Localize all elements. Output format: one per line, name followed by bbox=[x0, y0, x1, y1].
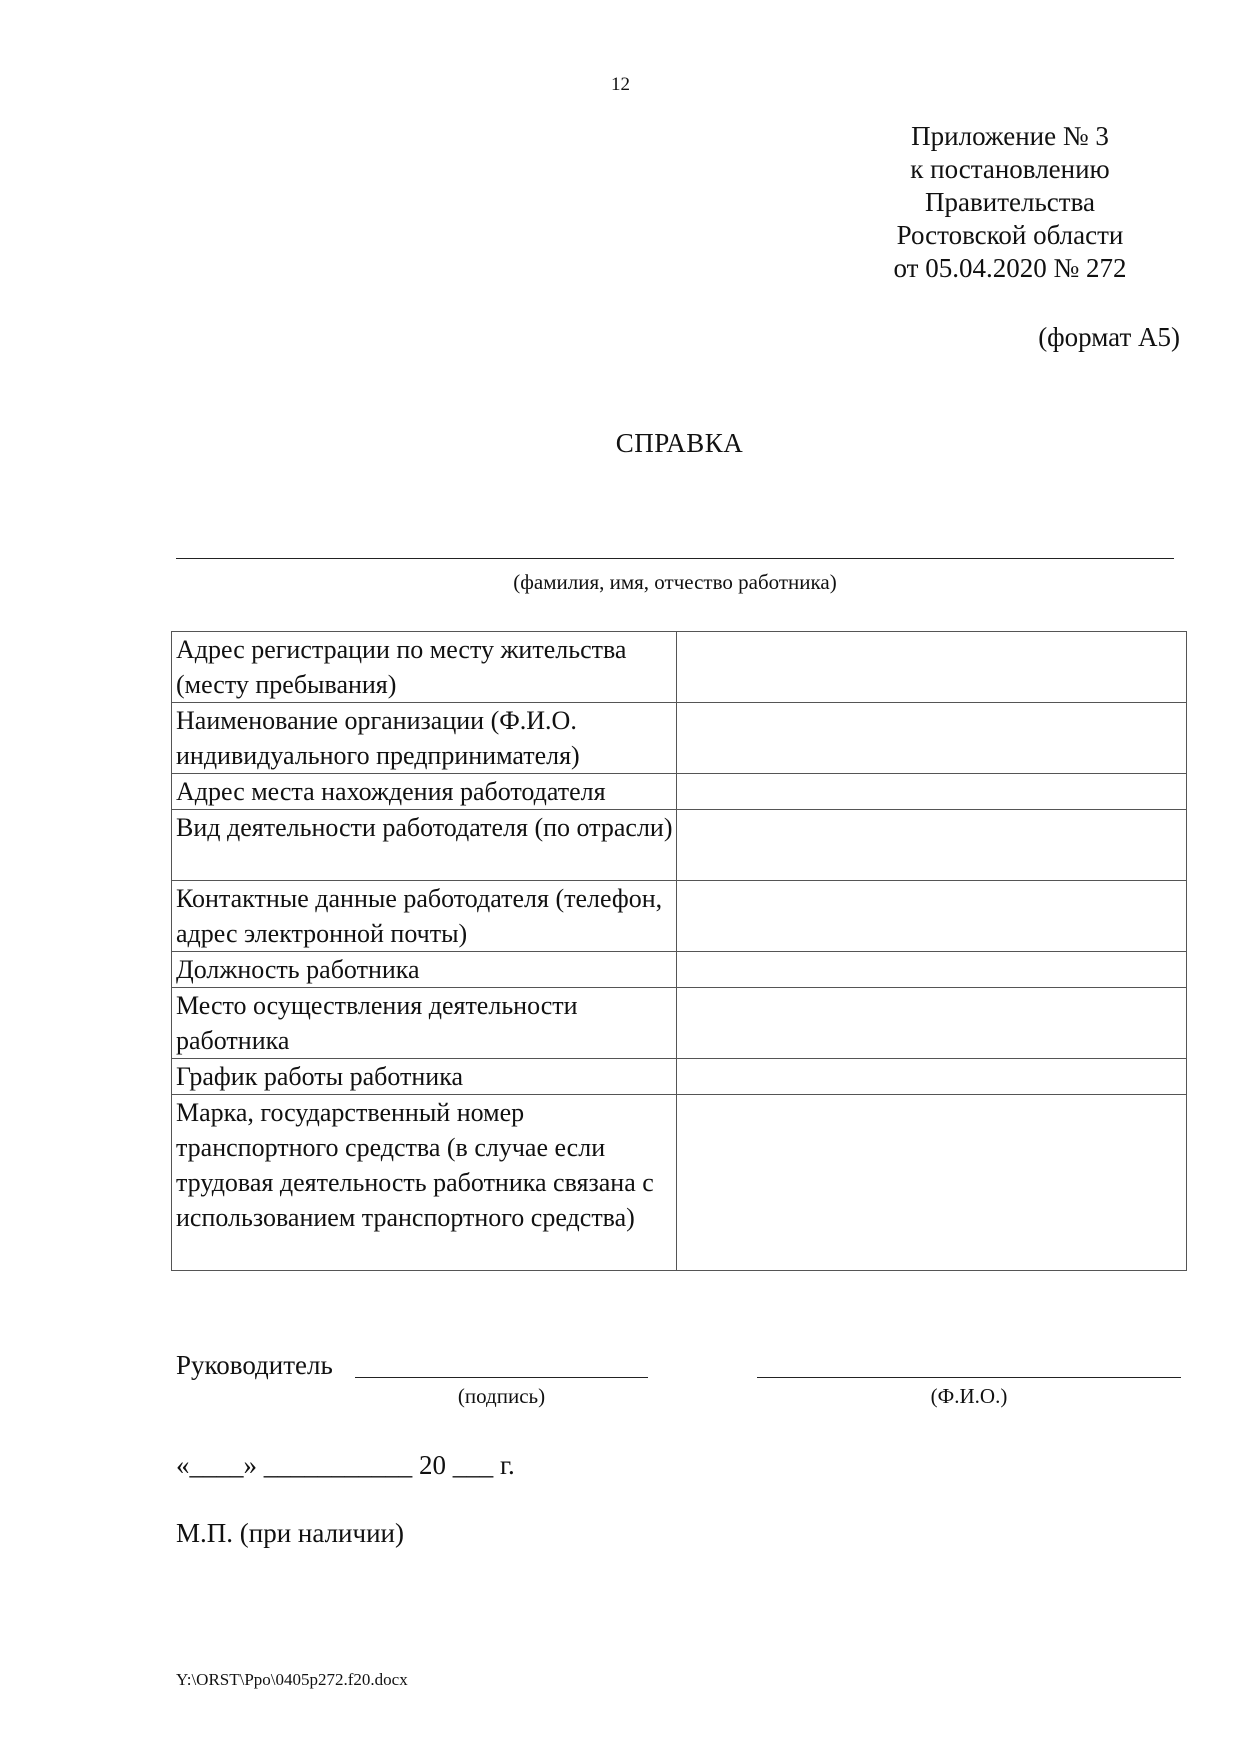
page-number: 12 bbox=[611, 74, 630, 95]
table-row bbox=[172, 1059, 1187, 1095]
appendix-line: к постановлению bbox=[910, 154, 1110, 184]
signature-caption: (подпись) bbox=[457, 1384, 546, 1408]
appendix-line: Приложение № 3 bbox=[911, 121, 1109, 151]
row-label: Адрес места нахождения работодателя bbox=[172, 774, 677, 810]
row-value-cell[interactable] bbox=[677, 1059, 1187, 1095]
appendix-line: от 05.04.2020 № 272 bbox=[893, 253, 1127, 283]
date-line: «____» ___________ 20 ___ г. bbox=[176, 1450, 515, 1480]
appendix-line: Правительства bbox=[925, 187, 1095, 217]
row-value-cell[interactable] bbox=[677, 952, 1187, 988]
fio-caption: (Ф.И.О.) bbox=[930, 1384, 1008, 1408]
table-row bbox=[172, 632, 1187, 703]
row-value-cell[interactable] bbox=[677, 988, 1187, 1059]
row-value-cell[interactable] bbox=[677, 881, 1187, 952]
table-row bbox=[172, 1095, 1187, 1271]
employee-info-table bbox=[171, 631, 1187, 1271]
table-row bbox=[172, 952, 1187, 988]
stamp-note: М.П. (при наличии) bbox=[176, 1518, 404, 1548]
row-label: Место осуществления деятельности работника bbox=[172, 988, 677, 1059]
row-label: Адрес регистрации по месту жительства (месту пребывания) bbox=[172, 632, 677, 703]
employee-name-line[interactable] bbox=[176, 558, 1174, 559]
fio-line[interactable] bbox=[757, 1377, 1181, 1378]
row-label: График работы работника bbox=[172, 1059, 677, 1095]
file-path: Y:\ORST\Ppo\0405p272.f20.docx bbox=[176, 1670, 408, 1689]
row-value-cell[interactable] bbox=[677, 810, 1187, 881]
row-label: Контактные данные работодателя (телефон, адрес электронной почты) bbox=[172, 881, 677, 952]
row-value-cell[interactable] bbox=[677, 1095, 1187, 1271]
signature-line[interactable] bbox=[355, 1377, 648, 1378]
row-label: Наименование организации (Ф.И.О. индивидуального предпринимателя) bbox=[172, 703, 677, 774]
row-label: Должность работника bbox=[172, 952, 677, 988]
row-label: Вид деятельности работодателя (по отрасли) bbox=[172, 810, 677, 881]
table-row bbox=[172, 881, 1187, 952]
row-label: Марка, государственный номер транспортного средства (в случае если трудовая деятельность работника связана с использованием транспортного средства) bbox=[172, 1095, 677, 1271]
signature-label: Руководитель bbox=[176, 1350, 333, 1380]
table-row bbox=[172, 703, 1187, 774]
row-value-cell[interactable] bbox=[677, 774, 1187, 810]
table-row bbox=[172, 810, 1187, 881]
row-value-cell[interactable] bbox=[677, 703, 1187, 774]
employee-name-caption: (фамилия, имя, отчество работника) bbox=[513, 570, 837, 594]
table-row bbox=[172, 774, 1187, 810]
row-value-cell[interactable] bbox=[677, 632, 1187, 703]
document-title: СПРАВКА bbox=[615, 428, 744, 458]
appendix-header bbox=[860, 120, 1160, 285]
table-row bbox=[172, 988, 1187, 1059]
appendix-line: Ростовской области bbox=[896, 220, 1124, 250]
format-note: (формат А5) bbox=[1038, 322, 1180, 352]
